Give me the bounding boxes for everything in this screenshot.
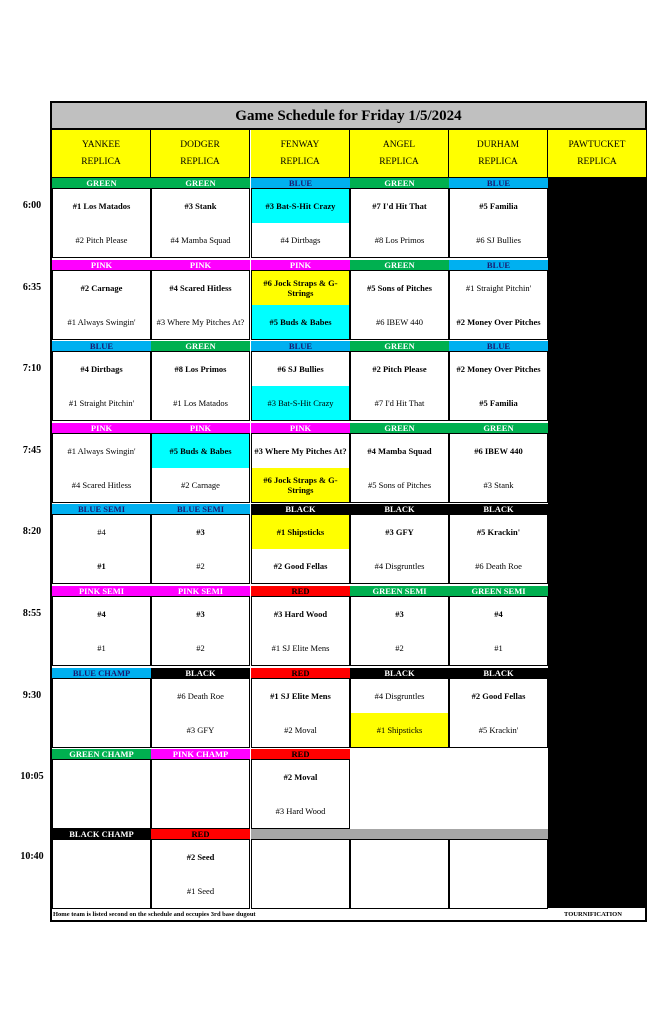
team-bottom: #6 Death Roe: [475, 561, 522, 571]
home-away-team-top: #3: [196, 527, 205, 537]
field-header: [251, 130, 350, 178]
game-box: [52, 839, 151, 909]
team-bottom: #1 SJ Elite Mens: [271, 643, 330, 653]
time-label: 8:20: [22, 526, 42, 537]
home-away-team-top: #4 Mamba Squad: [367, 446, 432, 456]
home-away-team-top: #2 Good Fellas: [471, 691, 526, 701]
game-box: [251, 678, 350, 748]
team-bottom: #1: [97, 643, 106, 653]
color-band: BLUE: [449, 260, 548, 270]
home-away-team-top: #8 Los Primos: [174, 364, 227, 374]
home-away-team-top: #1 Shipsticks: [252, 515, 349, 549]
team-bottom: #2 Pitch Please: [75, 235, 128, 245]
color-band: RED: [151, 829, 250, 839]
team-bottom: #3 GFY: [186, 725, 215, 735]
game-box: [449, 270, 548, 340]
field-name: FENWAY: [280, 139, 320, 150]
home-away-team-top: #4 Scared Hitless: [169, 283, 232, 293]
color-band: RED: [251, 586, 350, 596]
game-box: [251, 433, 350, 503]
page-title: Game Schedule for Friday 1/5/2024: [52, 103, 645, 130]
game-box: [350, 270, 449, 340]
home-away-team-top: #3 Bat-S-Hit Crazy: [252, 189, 349, 223]
team-bottom: #2 Money Over Pitches: [456, 317, 541, 327]
schedule-grid: [50, 101, 647, 922]
field-sub: REPLICA: [180, 156, 220, 167]
color-band: BLUE SEMI: [151, 504, 250, 514]
time-label: 7:10: [22, 363, 42, 374]
field-header: [449, 130, 548, 178]
home-away-team-top: #6 Death Roe: [177, 691, 224, 701]
game-box: [350, 596, 449, 666]
team-bottom: #3 Where My Pitches At?: [156, 317, 245, 327]
home-away-team-top: #6 SJ Bullies: [277, 364, 324, 374]
field-name: DODGER: [180, 139, 220, 150]
field-header: [548, 130, 647, 178]
team-bottom: [53, 874, 150, 908]
home-away-team-top: #7 I'd Hit That: [372, 201, 427, 211]
field-name: ANGEL: [382, 139, 416, 150]
color-band: GREEN: [52, 178, 151, 188]
home-away-team-top: #1 Straight Pitchin': [465, 283, 532, 293]
team-bottom: #5 Familia: [479, 398, 518, 408]
color-band: BLACK CHAMP: [52, 829, 151, 839]
field-name: PAWTUCKET: [568, 139, 626, 150]
home-away-team-top: #2 Moval: [283, 772, 318, 782]
home-away-team-top: #6 Jock Straps & G-Strings: [252, 271, 349, 305]
team-bottom: #1 Always Swingin': [67, 317, 136, 327]
color-band: [350, 829, 449, 839]
color-band: BLACK: [151, 668, 250, 678]
home-away-team-top: #3: [196, 609, 205, 619]
team-bottom: #6 SJ Bullies: [476, 235, 521, 245]
home-away-team-top: #5 Sons of Pitches: [367, 283, 432, 293]
team-bottom: #2 Carnage: [181, 480, 220, 490]
color-band: GREEN: [449, 423, 548, 433]
time-label: 10:05: [20, 771, 44, 782]
game-box: [251, 514, 350, 584]
game-box: [350, 678, 449, 748]
color-band: GREEN: [350, 423, 449, 433]
color-band: PINK: [151, 423, 250, 433]
home-away-team-top: #4 Dirtbags: [80, 364, 123, 374]
game-box: [52, 433, 151, 503]
color-band: BLUE: [52, 341, 151, 351]
color-band: [449, 829, 548, 839]
field-header: [151, 130, 250, 178]
color-band: BLUE: [251, 341, 350, 351]
home-away-team-top: #6 IBEW 440: [474, 446, 523, 456]
home-away-team-top: [53, 840, 150, 874]
home-away-team-top: #5 Familia: [479, 201, 518, 211]
home-away-team-top: #4 Disgruntles: [374, 691, 425, 701]
game-box: [449, 351, 548, 421]
team-bottom: #1 Shipsticks: [351, 713, 448, 747]
color-band: BLACK: [449, 504, 548, 514]
color-band: GREEN SEMI: [350, 586, 449, 596]
home-away-team-top: #3 Hard Wood: [273, 609, 328, 619]
color-band: RED: [251, 749, 350, 759]
field-sub: REPLICA: [577, 156, 617, 167]
team-bottom: #8 Los Primos: [374, 235, 425, 245]
color-band: GREEN: [151, 178, 250, 188]
color-band: BLUE: [251, 178, 350, 188]
team-bottom: [450, 874, 547, 908]
home-away-team-top: #1 Always Swingin': [67, 446, 136, 456]
home-away-team-top: #3: [395, 609, 404, 619]
game-box: [251, 596, 350, 666]
home-away-team-top: #3 GFY: [385, 527, 414, 537]
team-bottom: #2: [395, 643, 404, 653]
color-band: PINK SEMI: [151, 586, 250, 596]
field-sub: REPLICA: [81, 156, 121, 167]
color-band: PINK: [151, 260, 250, 270]
game-box: [449, 596, 548, 666]
color-band: GREEN: [151, 341, 250, 351]
footer-brand: TOURNIFICATION: [564, 911, 622, 918]
home-away-team-top: [53, 679, 150, 713]
time-label: 7:45: [22, 445, 42, 456]
game-box: [251, 759, 350, 829]
team-bottom: [252, 874, 349, 908]
footer-note: Home team is listed second on the schedule and occupies 3rd base dugout: [53, 911, 256, 918]
game-box: [350, 839, 449, 909]
team-bottom: #3 Stank: [483, 480, 514, 490]
home-away-team-top: #5 Buds & Babes: [152, 434, 249, 468]
home-away-team-top: #1 Los Matados: [72, 201, 131, 211]
game-box: [151, 351, 250, 421]
color-band: PINK: [251, 423, 350, 433]
color-band: PINK SEMI: [52, 586, 151, 596]
game-box: [52, 351, 151, 421]
field-header: [350, 130, 449, 178]
team-bottom: #1 Seed: [186, 886, 215, 896]
home-away-team-top: #2 Seed: [186, 852, 215, 862]
home-away-team-top: [53, 760, 150, 794]
team-bottom: #7 I'd Hit That: [374, 398, 425, 408]
pawtucket-blackout: [548, 178, 645, 908]
game-box: [449, 188, 548, 258]
team-bottom: #5 Krackin': [478, 725, 519, 735]
home-away-team-top: #2 Pitch Please: [372, 364, 427, 374]
game-box: [151, 270, 250, 340]
team-bottom: #4 Mamba Squad: [170, 235, 231, 245]
color-band: [251, 829, 350, 839]
home-away-team-top: #2 Money Over Pitches: [456, 364, 541, 374]
color-band: PINK CHAMP: [151, 749, 250, 759]
color-band: RED: [251, 668, 350, 678]
home-away-team-top: [450, 840, 547, 874]
game-box: [350, 433, 449, 503]
game-box: [151, 433, 250, 503]
home-away-team-top: #4: [97, 609, 106, 619]
team-bottom: [152, 794, 249, 828]
home-away-team-top: #3 Where My Pitches At?: [254, 446, 347, 456]
home-away-team-top: #4: [97, 527, 106, 537]
game-box: [151, 188, 250, 258]
game-box: [52, 514, 151, 584]
game-box: [52, 270, 151, 340]
color-band: GREEN SEMI: [449, 586, 548, 596]
game-box: [350, 351, 449, 421]
color-band: BLACK: [350, 504, 449, 514]
color-band: BLUE: [449, 341, 548, 351]
color-band: PINK: [251, 260, 350, 270]
color-band: BLUE CHAMP: [52, 668, 151, 678]
game-box: [449, 514, 548, 584]
game-box: [151, 678, 250, 748]
color-band: PINK: [52, 423, 151, 433]
field-sub: REPLICA: [379, 156, 419, 167]
color-band: GREEN: [350, 260, 449, 270]
team-bottom: #2 Good Fellas: [273, 561, 328, 571]
home-away-team-top: [351, 840, 448, 874]
team-bottom: #5 Sons of Pitches: [367, 480, 432, 490]
team-bottom: #1: [97, 561, 106, 571]
team-bottom: #1: [494, 643, 503, 653]
color-band: BLUE SEMI: [52, 504, 151, 514]
team-bottom: #6 Jock Straps & G-Strings: [252, 468, 349, 502]
team-bottom: #4 Dirtbags: [280, 235, 321, 245]
team-bottom: #1 Los Matados: [173, 398, 228, 408]
field-name: DURHAM: [476, 139, 520, 150]
team-bottom: [53, 713, 150, 747]
team-bottom: #2: [196, 561, 205, 571]
game-box: [251, 839, 350, 909]
game-box: [52, 188, 151, 258]
field-sub: REPLICA: [280, 156, 320, 167]
time-label: 6:00: [22, 200, 42, 211]
home-away-team-top: #2 Carnage: [80, 283, 123, 293]
game-box: [52, 678, 151, 748]
field-header: [52, 130, 151, 178]
color-band: PINK: [52, 260, 151, 270]
time-label: 9:30: [22, 690, 42, 701]
color-band: GREEN: [350, 178, 449, 188]
time-label: 8:55: [22, 608, 42, 619]
color-band: GREEN CHAMP: [52, 749, 151, 759]
color-band: BLUE: [449, 178, 548, 188]
color-band: [449, 749, 548, 759]
team-bottom: #4 Disgruntles: [374, 561, 425, 571]
home-away-team-top: [252, 840, 349, 874]
game-box: [52, 596, 151, 666]
game-box: [151, 839, 250, 909]
game-box: [449, 839, 548, 909]
team-bottom: #4 Scared Hitless: [71, 480, 132, 490]
game-box: [350, 514, 449, 584]
time-label: 10:40: [20, 851, 44, 862]
field-name: YANKEE: [82, 139, 120, 150]
home-away-team-top: #4: [494, 609, 503, 619]
game-box: [251, 188, 350, 258]
field-sub: REPLICA: [478, 156, 518, 167]
color-band: GREEN: [350, 341, 449, 351]
game-box: [449, 433, 548, 503]
home-away-team-top: #1 SJ Elite Mens: [270, 691, 331, 701]
game-box: [151, 514, 250, 584]
color-band: BLACK: [350, 668, 449, 678]
team-bottom: #3 Hard Wood: [275, 806, 326, 816]
color-band: BLACK: [449, 668, 548, 678]
home-away-team-top: [152, 760, 249, 794]
team-bottom: #2 Moval: [284, 725, 317, 735]
team-bottom: #3 Bat-S-Hit Crazy: [252, 386, 349, 420]
game-box: [251, 351, 350, 421]
team-bottom: [351, 874, 448, 908]
team-bottom: #5 Buds & Babes: [252, 305, 349, 339]
time-label: 6:35: [22, 282, 42, 293]
game-box: [151, 596, 250, 666]
game-box: [449, 678, 548, 748]
team-bottom: #2: [196, 643, 205, 653]
team-bottom: #6 IBEW 440: [375, 317, 424, 327]
color-band: BLACK: [251, 504, 350, 514]
home-away-team-top: #5 Krackin': [476, 527, 521, 537]
home-away-team-top: #3 Stank: [184, 201, 217, 211]
team-bottom: [53, 794, 150, 828]
game-box: [52, 759, 151, 829]
game-box: [251, 270, 350, 340]
team-bottom: #1 Straight Pitchin': [68, 398, 135, 408]
color-band: [350, 749, 449, 759]
game-box: [151, 759, 250, 829]
game-box: [350, 188, 449, 258]
